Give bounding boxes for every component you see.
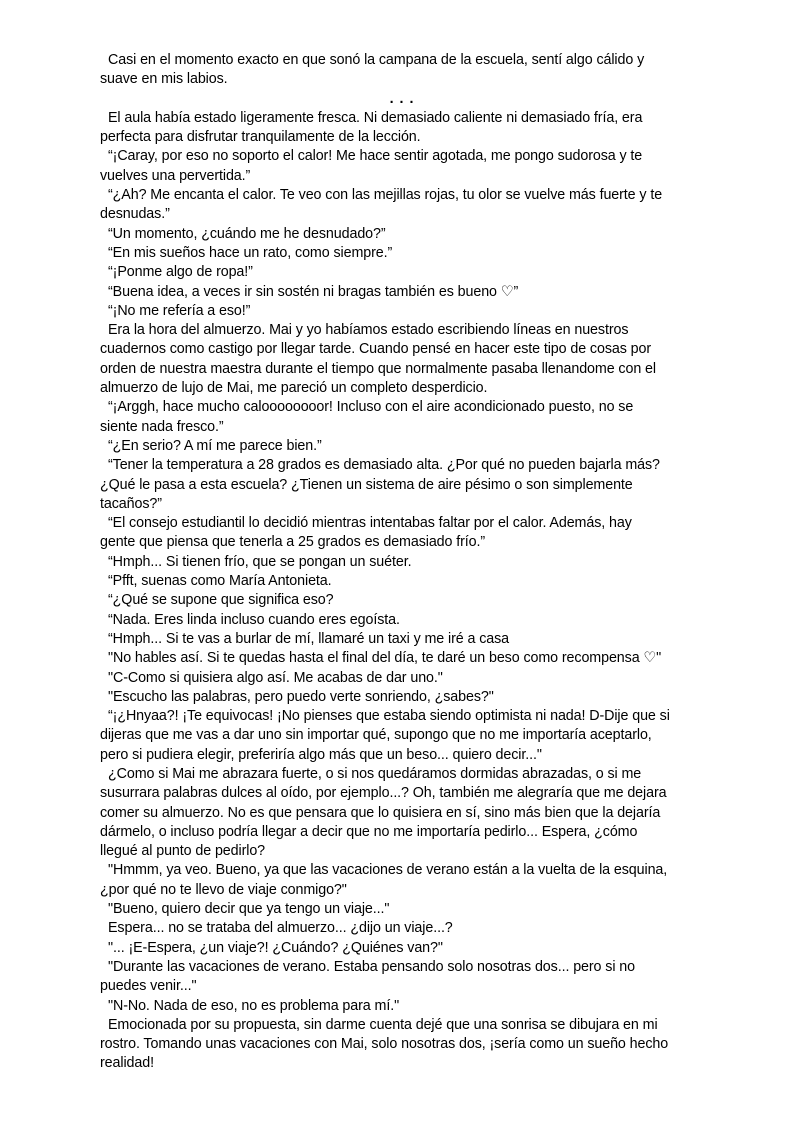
text-line: “En mis sueños hace un rato, como siempre.” xyxy=(108,244,393,261)
text-line: "Escucho las palabras, pero puedo verte sonriendo, ¿sabes?" xyxy=(108,688,494,705)
text-line: El aula había estado ligeramente fresca. Ni demasiado caliente ni demasiado fría, era xyxy=(108,109,643,126)
text-line: "N-No. Nada de eso, no es problema para mí." xyxy=(108,997,400,1014)
text-line: perfecta para disfrutar tranquilamente de la lección. xyxy=(100,129,421,146)
text-line: “¿Qué se supone que significa eso? xyxy=(108,592,334,609)
text-line: suave en mis labios. xyxy=(100,71,228,88)
text-line: dijeras que me vas a dar uno sin importar qué, supongo que no me importaría aceptarlo, xyxy=(100,727,652,744)
text-line: susurrara palabras dulces al oído, por ejemplo...? Oh, también me alegraría que me dejara xyxy=(100,785,667,802)
text-line: “Buena idea, a veces ir sin sostén ni bragas también es bueno ♡” xyxy=(108,283,519,300)
text-line: “El consejo estudiantil lo decidió mientras intentabas faltar por el calor. Además, hay xyxy=(108,515,632,532)
text-line: “Un momento, ¿cuándo me he desnudado?” xyxy=(108,225,386,242)
text-line: “¡Arggh, hace mucho caloooooooor! Incluso con el aire acondicionado puesto, no se xyxy=(108,399,634,416)
text-line: orden de nuestra maestra durante el tiempo que normalmente pasaba llenandome con el xyxy=(100,360,656,377)
text-line: “¿En serio? A mí me parece bien.” xyxy=(108,437,322,454)
text-line: Emocionada por su propuesta, sin darme cuenta dejé que una sonrisa se dibujara en mi xyxy=(108,1016,658,1033)
text-line: "Durante las vacaciones de verano. Estaba pensando solo nosotras dos... pero si no xyxy=(108,958,635,975)
text-line: "No hables así. Si te quedas hasta el final del día, te daré un beso como recompensa ♡" xyxy=(108,650,662,667)
text-line: ¿Qué le pasa a esta escuela? ¿Tienen un sistema de aire pésimo o son simplemente xyxy=(100,476,633,493)
text-line: gente que piensa que tenerla a 25 grados es demasiado frío.” xyxy=(100,534,486,551)
text-line: puedes venir..." xyxy=(100,978,197,995)
text-column xyxy=(100,51,704,1074)
text-line: Casi en el momento exacto en que sonó la campana de la escuela, sentí algo cálido y xyxy=(108,52,645,68)
text-line: ¿Como si Mai me abrazara fuerte, o si nos quedáramos dormidas abrazadas, o si me xyxy=(108,765,642,782)
text-line: pero si pudiera elegir, preferiría algo más que un beso... quiero decir..." xyxy=(100,746,542,763)
text-line: realidad! xyxy=(100,1055,154,1072)
text-line: “Pfft, suenas como María Antonieta. xyxy=(108,573,332,590)
text-line: desnudas.” xyxy=(100,206,170,223)
text-line: “¡¿Hnyaa?! ¡Te equivocas! ¡No pienses que estaba siendo optimista ni nada! D-Dije que si xyxy=(108,708,670,725)
text-line: “¿Ah? Me encanta el calor. Te veo con las mejillas rojas, tu olor se vuelve más fuerte y te xyxy=(108,187,663,204)
text-line: “Nada. Eres linda incluso cuando eres egoísta. xyxy=(108,611,400,628)
text-line: "Hmmm, ya veo. Bueno, ya que las vacaciones de verano están a la vuelta de la esquina, xyxy=(108,862,668,879)
text-line: “¡No me refería a eso!” xyxy=(108,302,251,319)
text-line: “Hmph... Si tienen frío, que se pongan un suéter. xyxy=(108,553,412,570)
text-line: tacaños?” xyxy=(100,495,162,512)
text-line: rostro. Tomando unas vacaciones con Mai, solo nosotras dos, ¡sería como un sueño hecho xyxy=(100,1036,669,1053)
text-line: vuelves una pervertida.” xyxy=(100,167,251,184)
text-line: “Tener la temperatura a 28 grados es demasiado alta. ¿Por qué no pueden bajarla más? xyxy=(108,457,660,474)
text-line: almuerzo de lujo de Mai, me pareció un completo desperdicio. xyxy=(100,380,488,397)
text-line: "C-Como si quisiera algo así. Me acabas de dar uno." xyxy=(108,669,443,686)
text-line: dármelo, o incluso podría llegar a decir que no me importaría pedirlo... Espera, ¿cómo xyxy=(100,823,638,840)
text-line: Espera... no se trataba del almuerzo... ¿dijo un viaje...? xyxy=(108,920,453,937)
text-line: "... ¡E-Espera, ¿un viaje?! ¿Cuándo? ¿Quiénes van?" xyxy=(108,939,443,956)
text-line: llegué al punto de pedirlo? xyxy=(100,843,266,860)
text-line: siente nada fresco.” xyxy=(100,418,224,435)
text-line: cuadernos como castigo por llegar tarde. Cuando pensé en hacer este tipo de cosas por xyxy=(100,341,652,358)
text-line: comer su almuerzo. No es que pensara que lo quisiera en sí, sino más bien que la dejaría xyxy=(100,804,661,821)
section-separator: . . . xyxy=(389,90,415,107)
text-line: “¡Ponme algo de ropa!” xyxy=(108,264,253,281)
text-line: "Bueno, quiero decir que ya tengo un viaje..." xyxy=(108,901,390,918)
text-line: ¿por qué no te llevo de viaje conmigo?" xyxy=(100,881,347,898)
text-line: “Hmph... Si te vas a burlar de mí, llamaré un taxi y me iré a casa xyxy=(108,630,510,647)
text-line: Era la hora del almuerzo. Mai y yo habíamos estado escribiendo líneas en nuestros xyxy=(108,322,629,339)
text-line: “¡Caray, por eso no soporto el calor! Me hace sentir agotada, me pongo sudorosa y te xyxy=(108,148,643,165)
